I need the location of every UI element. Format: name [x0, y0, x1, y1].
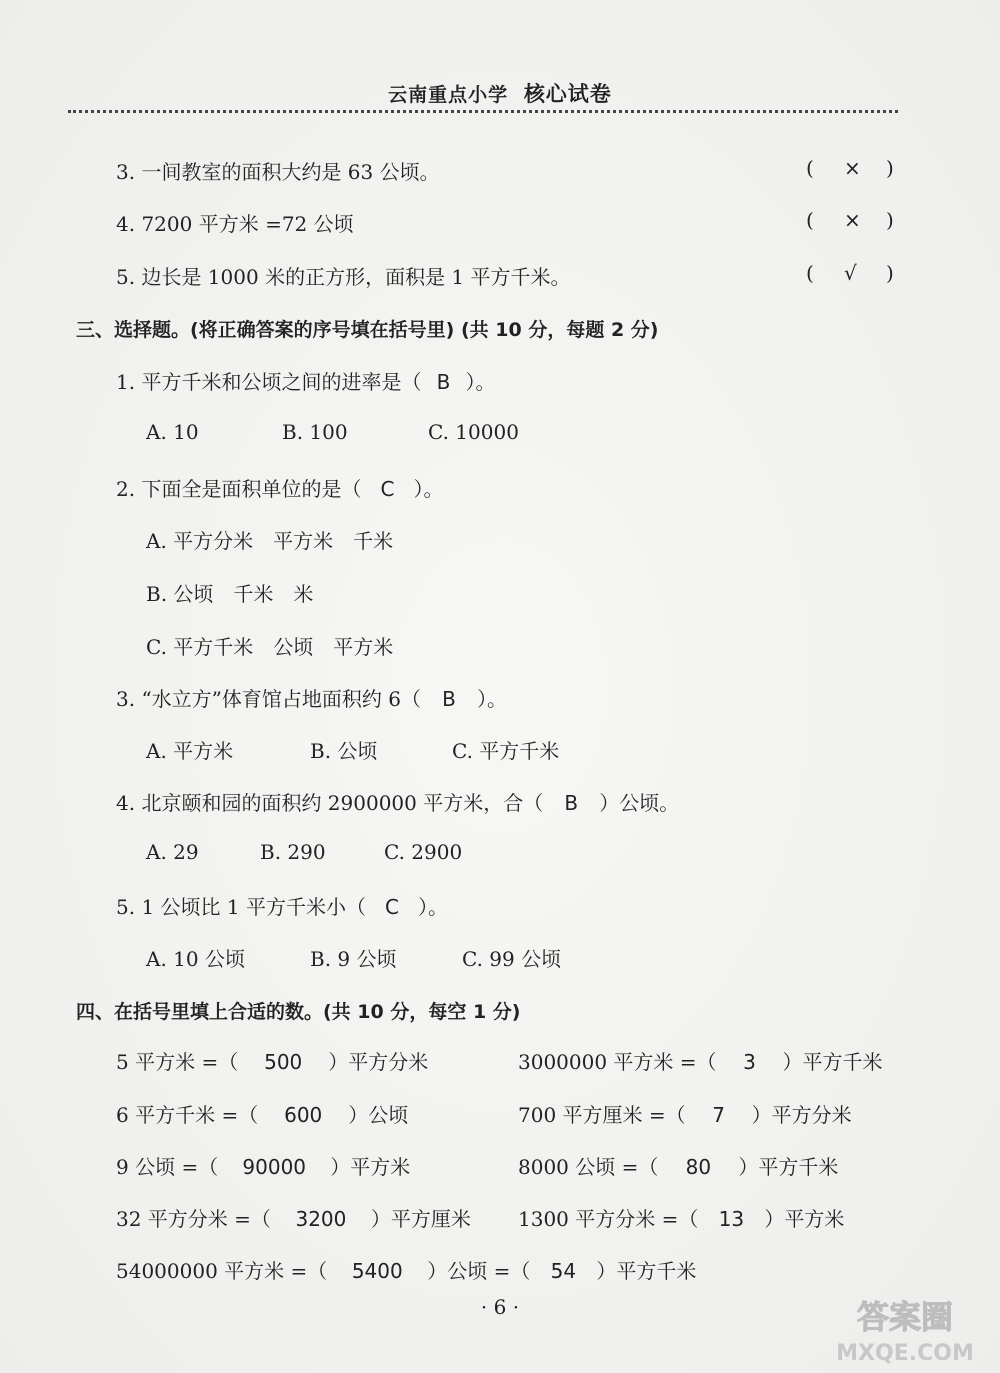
fill-left-4: 32 平方分米 =（ 3200 ）平方厘米 — [116, 1207, 471, 1231]
item-number: 4. — [116, 212, 136, 236]
handwritten-answer: 3 — [743, 1050, 756, 1074]
handwritten-answer: 54 — [550, 1259, 577, 1283]
handwritten-answer: 600 — [284, 1103, 323, 1127]
watermark-top: 答案圈 — [856, 1298, 954, 1336]
handwritten-answer: B — [442, 687, 456, 711]
option-c: C. 平方千米 — [452, 739, 560, 763]
question-text: 2. 下面全是面积单位的是（ — [116, 477, 362, 501]
item-text: 边长是 1000 米的正方形，面积是 1 平方千米。 — [141, 265, 571, 289]
header-divider — [68, 110, 898, 113]
option-a: A. 10 公顷 — [146, 947, 245, 971]
fill-right-2: 700 平方厘米 =（ 7 ）平方分米 — [518, 1103, 852, 1127]
item-text: 7200 平方米 =72 公顷 — [141, 212, 354, 236]
question-text: 1. 平方千米和公顷之间的进率是（ — [116, 370, 422, 394]
option-c: C. 2900 — [384, 840, 463, 864]
choice-question-4 — [116, 787, 679, 816]
judge-item-3 — [116, 156, 440, 185]
question-text-end: ）。 — [417, 895, 448, 919]
handwritten-answer: B — [564, 791, 579, 815]
fill-left-2: 6 平方千米 =（ 600 ）公顷 — [116, 1103, 409, 1127]
option-b: B. 9 公顷 — [310, 947, 397, 971]
question-text-end: ）。 — [465, 370, 496, 394]
handwritten-answer: B — [436, 370, 451, 394]
option-b: B. 公顷 — [310, 739, 378, 763]
question-text-end: ）。 — [476, 687, 507, 711]
fill-left-3: 9 公顷 =（ 90000 ）平方米 — [116, 1155, 411, 1179]
handwritten-answer: 500 — [264, 1050, 303, 1074]
handwritten-answer: 7 — [712, 1103, 726, 1127]
page-number: · 6 · — [480, 1295, 520, 1319]
handwritten-answer: C — [384, 895, 399, 919]
option-c: C. 10000 — [428, 420, 519, 444]
option-b: B. 290 — [260, 840, 326, 864]
option-a: A. 平方分米 平方米 千米 — [146, 529, 394, 553]
header-school: 云南重点小学 — [388, 84, 509, 106]
answer-mark: × — [844, 208, 861, 232]
choice-question-1 — [116, 366, 495, 395]
watermark-logo — [820, 1290, 990, 1365]
handwritten-answer: C — [380, 477, 395, 501]
option-c: C. 平方千米 公顷 平方米 — [146, 635, 394, 659]
watermark-bottom: MXQE.COM — [836, 1341, 974, 1365]
choice-question-5 — [116, 891, 448, 920]
handwritten-answer: 3200 — [295, 1207, 347, 1231]
handwritten-answer: 5400 — [351, 1259, 403, 1283]
question-text: 3. “水立方”体育馆占地面积约 6（ — [116, 687, 421, 711]
question-text-end: ）。 — [413, 477, 444, 501]
question-text: 5. 1 公顷比 1 平方千米小（ — [116, 895, 366, 919]
option-c: C. 99 公顷 — [462, 947, 562, 971]
option-a: A. 平方米 — [146, 739, 234, 763]
option-a: A. 10 — [146, 420, 199, 444]
option-b: B. 公顷 千米 米 — [146, 582, 314, 606]
item-text: 一间教室的面积大约是 63 公顷。 — [141, 160, 440, 184]
header-series: 核心试卷 — [523, 81, 612, 106]
item-number: 5. — [116, 265, 136, 289]
handwritten-answer: 13 — [718, 1207, 745, 1231]
page-header — [0, 78, 1000, 108]
handwritten-answer: 90000 — [242, 1155, 307, 1179]
question-text-end: ）公顷。 — [599, 791, 680, 815]
exam-page: 云南重点小学 核心试卷 3. 一间教室的面积大约是 63 公顷。 ( × ) 4. 7200 平方米 =72 公顷 ( × ) 5. 边长是 1000 米的正方形，面积是 1 平方千米。 ( √ ) 三、选择题。(将正确答案的序号填在括号里) (共 10 分，每题 2 分) 1. 平方千米和公顷之间的进率是（ B ）。 A. 10 B. 100 C. 10000 2. 下面全是面积单位的是（ C ）。 A. 平方分米 平方米 千米 B. 公顷 千米 米 C. 平方千米 公顷 平方米 3. “水立方”体育馆占地面积约 6（ B ）。 A. 平方米 B. 公顷 C. 平方千米 4. 北京颐和园的面积约 2900000 平方米，合（ B ）公顷。 A. 29 B. 290 C. 2900 5. 1 公顷比 1 平方千米小（ C ）。 A. 10 公顷 B. 9 公顷 C. 99 公顷 四、在括号里填上合适的数。(共 10 分，每空 1 分) 5 平方米 =（ 500 ）平方分米 3000000 平方米 =（ 3 ）平方千米 6 平方千米 =（ 600 ）公顷 700 平方厘米 =（ 7 ）平方分米 9 公顷 =（ 90000 ）平方米 8000 公顷 =（ 80 ）平方千米 32 平方分米 =（ 3200 ）平方厘米 1300 平方分米 =（ 13 ）平方米 54000000 平方米 =（ 5400 ）公顷 =（ 54 ）平方千米 · 6 · 答案圈 MXQE.COM — [0, 0, 1000, 1373]
fill-right-4: 1300 平方分米 =（ 13 ）平方米 — [518, 1207, 845, 1231]
fill-left-1: 5 平方米 =（ 500 ）平方分米 — [116, 1050, 429, 1074]
answer-mark: × — [844, 156, 861, 180]
section-4-title: 四、在括号里填上合适的数。(共 10 分，每空 1 分) — [76, 1001, 521, 1023]
question-text: 4. 北京颐和园的面积约 2900000 平方米，合（ — [116, 791, 544, 815]
fill-right-1: 3000000 平方米 =（ 3 ）平方千米 — [518, 1050, 883, 1074]
choice-question-2 — [116, 473, 443, 502]
option-a: A. 29 — [146, 840, 199, 864]
judge-item-5 — [116, 261, 571, 290]
fill-right-3: 8000 公顷 =（ 80 ）平方千米 — [518, 1155, 839, 1179]
option-b: B. 100 — [282, 420, 348, 444]
judge-item-4 — [116, 208, 354, 237]
answer-mark: √ — [844, 261, 857, 285]
choice-question-3 — [116, 683, 507, 712]
fill-last: 54000000 平方米 =（ 5400 ）公顷 =（ 54 ）平方千米 — [116, 1259, 697, 1283]
item-number: 3. — [116, 160, 136, 184]
section-3-title: 三、选择题。(将正确答案的序号填在括号里) (共 10 分，每题 2 分) — [76, 319, 659, 341]
handwritten-answer: 80 — [685, 1155, 712, 1179]
